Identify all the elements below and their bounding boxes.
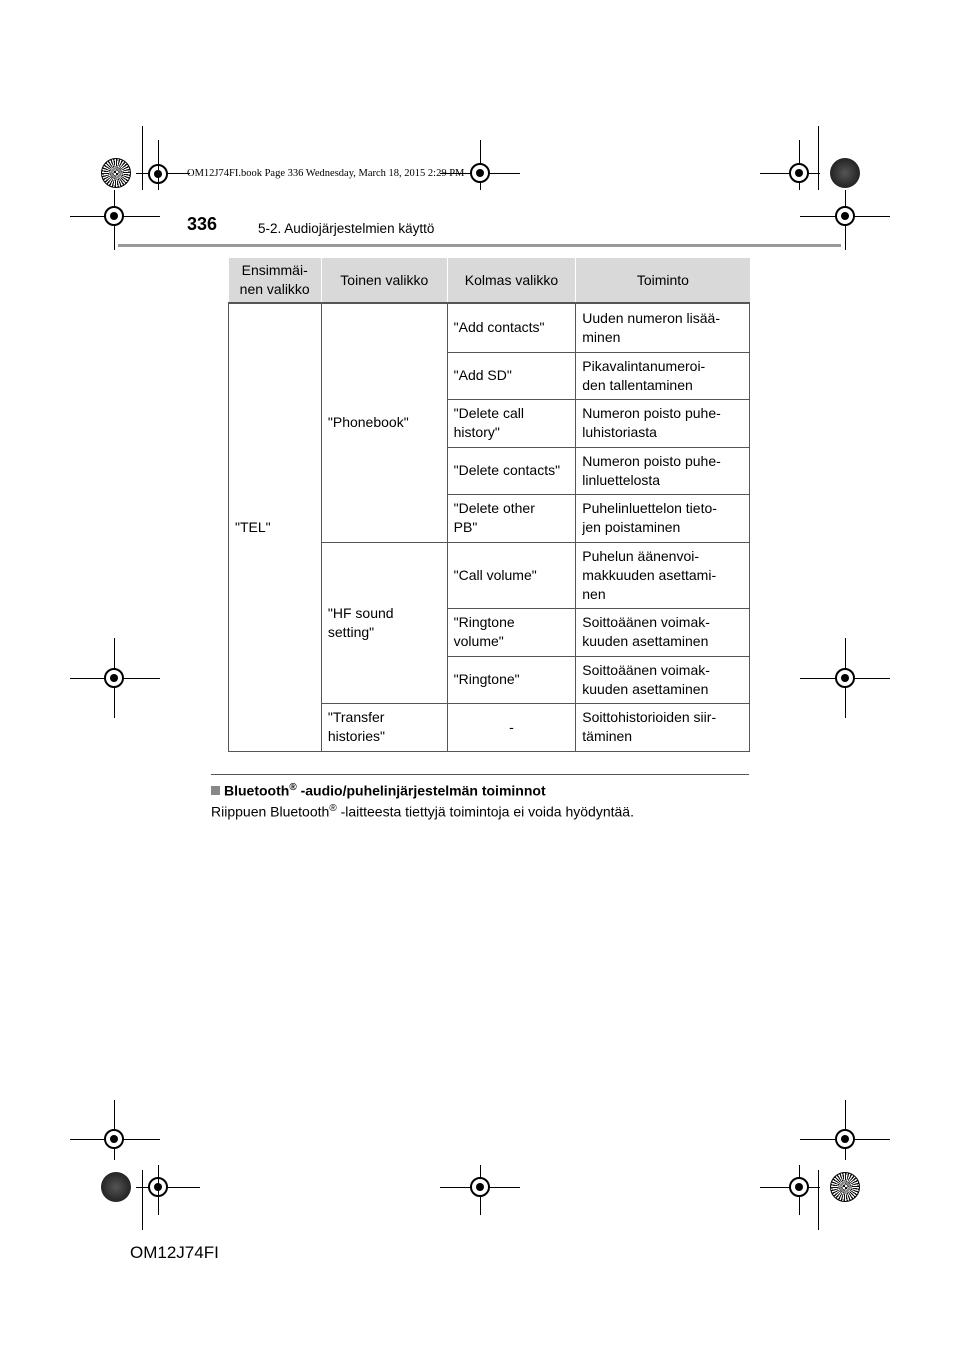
cell-function: Puhelinluettelon tieto- jen poistaminen <box>576 494 750 542</box>
cell-third-menu: "Delete other PB" <box>447 494 576 542</box>
cell-third-menu: "Ringtone volume" <box>447 608 576 656</box>
bluetooth-heading-post: -audio/puhelinjärjestelmän toiminnot <box>296 782 546 799</box>
bluetooth-heading-pre: Bluetooth <box>224 782 290 799</box>
crosshair-mark <box>835 1129 855 1149</box>
book-info-line: OM12J74FI.book Page 336 Wednesday, March 18, 2015 2:29 PM <box>187 168 465 179</box>
crosshair-mark <box>835 668 855 688</box>
crosshair-mark <box>104 1129 124 1149</box>
bluetooth-description <box>211 803 634 820</box>
header-third-menu: Kolmas valikko <box>447 258 576 303</box>
cell-function: Puhelun äänenvoi- makkuuden asettami- nen <box>576 542 750 608</box>
header-function: Toiminto <box>576 258 750 303</box>
cell-function: Uuden numeron lisää- minen <box>576 303 750 352</box>
cell-second-menu: "Phonebook" <box>321 303 447 542</box>
cell-first-menu: "TEL" <box>229 303 322 751</box>
cell-function: Numeron poisto puhe- linluettelosta <box>576 447 750 494</box>
cell-function: Soittoäänen voimak- kuuden asettaminen <box>576 608 750 656</box>
cell-third-menu: "Add contacts" <box>447 303 576 352</box>
registered-mark: ® <box>289 782 297 793</box>
cell-function: Soittoäänen voimak- kuuden asettaminen <box>576 656 750 703</box>
manual-code: OM12J74FI <box>130 1243 219 1262</box>
header-rule <box>118 244 841 247</box>
crosshair-mark <box>835 206 855 226</box>
cell-function: Numeron poisto puhe- luhistoriasta <box>576 399 750 447</box>
sunburst-mark-bottom-right <box>830 1172 860 1202</box>
cell-second-menu: "HF sound setting" <box>321 542 447 703</box>
cell-second-menu: "Transfer histories" <box>321 703 447 751</box>
crop-line <box>142 126 143 190</box>
cell-function: Pikavalintanumeroi- den tallentaminen <box>576 352 750 399</box>
section-rule <box>211 774 749 775</box>
section-title: 5-2. Audiojärjestelmien käyttö <box>258 221 435 236</box>
crosshair-mark <box>104 668 124 688</box>
bluetooth-heading <box>211 782 546 799</box>
crop-line <box>136 1187 200 1188</box>
cell-third-menu: "Add SD" <box>447 352 576 399</box>
crosshair-mark <box>789 163 809 183</box>
page-number: 336 <box>187 214 218 234</box>
cell-third-menu: - <box>447 703 576 751</box>
crop-line <box>818 1170 819 1230</box>
cell-function: Soittohistorioiden siir- täminen <box>576 703 750 751</box>
crop-line <box>818 126 819 190</box>
bluetooth-text-post: -laitteesta tiettyjä toimintoja ei voida hyödyntää. <box>336 803 634 820</box>
crosshair-mark <box>104 206 124 226</box>
sunburst-mark-top-left <box>101 158 131 188</box>
crosshair-mark <box>789 1177 809 1197</box>
cell-third-menu: "Call volume" <box>447 542 576 608</box>
cell-third-menu: "Delete call history" <box>447 399 576 447</box>
cell-third-menu: "Ringtone" <box>447 656 576 703</box>
menu-function-table <box>228 258 750 752</box>
solid-dot-mark <box>830 158 860 188</box>
crop-line <box>158 140 159 190</box>
square-bullet-icon <box>211 786 220 795</box>
solid-dot-mark <box>101 1172 131 1202</box>
table-row <box>229 303 750 352</box>
table-header-row <box>229 258 750 303</box>
cell-third-menu: "Delete contacts" <box>447 447 576 494</box>
crop-line <box>158 1165 159 1215</box>
bluetooth-text-pre: Riippuen Bluetooth <box>211 803 330 820</box>
header-second-menu: Toinen valikko <box>321 258 447 303</box>
crop-line <box>142 1170 143 1230</box>
crosshair-mark <box>470 1177 490 1197</box>
crosshair-mark <box>470 163 490 183</box>
header-first-menu: Ensimmäi- nen valikko <box>229 258 322 303</box>
registered-mark: ® <box>329 803 337 814</box>
